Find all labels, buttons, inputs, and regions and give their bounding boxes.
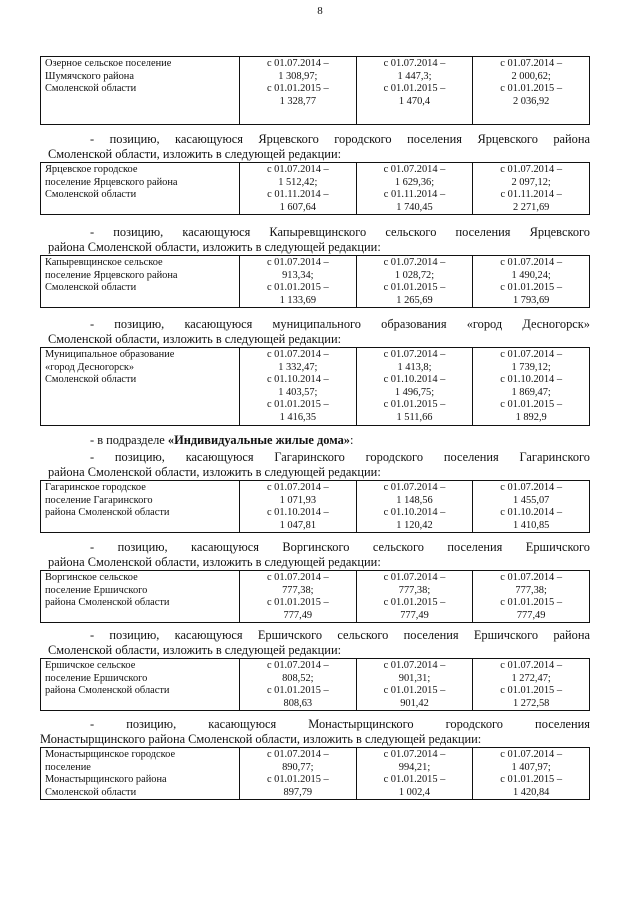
value-line: с 01.10.2014 –: [383, 374, 446, 386]
value-cell: [356, 256, 473, 308]
value-line: 1 629,36;: [394, 176, 435, 188]
value-line: 777,38;: [282, 584, 314, 596]
value-cell: [240, 348, 357, 426]
value-line: 1 511,66: [396, 411, 433, 423]
table-row: [41, 481, 590, 533]
instruction-paragraph: [40, 540, 590, 570]
value-line: 1 892,9: [515, 411, 547, 423]
value-line: 808,63: [283, 697, 313, 709]
section-desnogorsk: [40, 317, 590, 426]
settlement-name: [41, 57, 240, 125]
value-cell: [473, 481, 590, 533]
tariff-table: [40, 162, 590, 215]
instruction-paragraph: [40, 132, 590, 162]
value-line: с 01.07.2014 –: [383, 660, 446, 671]
value-cell: [240, 571, 357, 623]
value-line: с 01.07.2014 –: [383, 257, 446, 268]
paragraph-line: - позицию, касающуюся Гагаринского городского поселения Гагаринского: [90, 450, 590, 464]
name-line: Шумячского района: [45, 70, 134, 82]
tariff-table: [40, 570, 590, 623]
value-line: 1 512,42;: [278, 176, 318, 188]
settlement-name: [41, 481, 240, 533]
name-line: поселение Ершичского: [45, 672, 148, 684]
value-line: с 01.07.2014 –: [500, 572, 563, 583]
value-line: с 01.11.2014 –: [267, 189, 329, 201]
value-line: с 01.10.2014 –: [266, 507, 329, 519]
value-cell: [240, 256, 357, 308]
value-cell: [356, 571, 473, 623]
section-ershichi: [40, 628, 590, 711]
value-line: 1 739,12;: [511, 361, 551, 373]
value-line: с 01.07.2014 –: [266, 58, 329, 69]
value-line: 1 272,47;: [511, 672, 551, 684]
value-line: с 01.01.2015 –: [266, 597, 329, 609]
name-line: Смоленской области: [45, 189, 137, 201]
value-cell: [356, 659, 473, 711]
name-line: поселение Ершичского: [45, 584, 148, 596]
heading-suffix: :: [349, 433, 354, 447]
value-line: с 01.01.2015 –: [500, 399, 563, 411]
value-line: с 01.07.2014 –: [266, 257, 329, 268]
value-line: с 01.07.2014 –: [500, 257, 563, 268]
value-cell: [473, 348, 590, 426]
value-line: с 01.07.2014 –: [383, 749, 446, 760]
value-line: 1 403,57;: [278, 386, 318, 398]
settlement-name: [41, 659, 240, 711]
value-line: с 01.01.2015 –: [266, 399, 329, 411]
value-line: 1 148,56: [396, 494, 433, 506]
value-line: с 01.07.2014 –: [266, 660, 329, 671]
heading-bold: «Индивидуальные жилые дома»: [167, 433, 350, 447]
value-line: 1 071,93: [279, 494, 317, 506]
value-line: 1 265,69: [396, 294, 433, 306]
value-line: 1 740,45: [396, 201, 433, 213]
paragraph-line: Смоленской области, изложить в следующей редакции:: [48, 332, 342, 346]
value-cell: [240, 659, 357, 711]
section-ozernoe: [40, 56, 590, 125]
value-line: с 01.01.2015 –: [500, 685, 563, 697]
subsection-heading: [40, 433, 590, 448]
value-line: с 01.11.2014 –: [500, 189, 562, 201]
value-line: 2 271,69: [512, 201, 550, 213]
paragraph-line: - позицию, касающуюся Ярцевского городского поселения Ярцевского района: [90, 132, 590, 146]
paragraph-line: - позицию, касающуюся Ершичского сельского поселения Ершичского района: [90, 628, 590, 642]
name-line: Ершичское сельское: [45, 660, 136, 671]
table-row: [41, 256, 590, 308]
name-line: Муниципальное образование: [45, 349, 175, 360]
table-row: [41, 57, 590, 125]
paragraph-line: - позицию, касающуюся Монастырщинского городского поселения: [90, 717, 590, 731]
name-line: Гагаринское городское: [45, 482, 146, 493]
name-line: Смоленской области: [45, 83, 137, 95]
value-cell: [473, 748, 590, 800]
section-kapyrevshchina: [40, 225, 590, 308]
value-line: с 01.07.2014 –: [266, 349, 329, 360]
name-line: поселение Ярцевского района: [45, 269, 178, 281]
value-cell: [473, 256, 590, 308]
settlement-name: [41, 571, 240, 623]
value-cell: [356, 748, 473, 800]
table-row: [41, 748, 590, 800]
paragraph-line: Смоленской области, изложить в следующей редакции:: [48, 643, 342, 657]
value-line: с 01.07.2014 –: [500, 749, 563, 760]
paragraph-line: района Смоленской области, изложить в следующей редакции:: [48, 465, 381, 479]
section-yartsevo: [40, 132, 590, 215]
value-line: 1 328,77: [279, 95, 317, 107]
value-line: с 01.07.2014 –: [266, 749, 329, 760]
value-line: с 01.07.2014 –: [383, 58, 446, 69]
value-line: с 01.07.2014 –: [383, 164, 446, 175]
value-line: 1 002,4: [398, 786, 431, 798]
name-line: Воргинское сельское: [45, 572, 138, 583]
value-line: 1 869,47;: [511, 386, 551, 398]
value-line: 1 793,69: [512, 294, 550, 306]
value-cell: [356, 348, 473, 426]
value-line: 1 413,8;: [397, 361, 432, 373]
value-cell: [473, 571, 590, 623]
tariff-table: [40, 480, 590, 533]
table-row: [41, 571, 590, 623]
value-line: 777,49: [283, 609, 313, 621]
value-line: с 01.01.2015 –: [266, 685, 329, 697]
value-line: 1 490,24;: [511, 269, 551, 281]
name-line: поселение: [45, 761, 91, 773]
value-line: 890,77;: [282, 761, 314, 773]
name-line: Ярцевское городское: [45, 164, 138, 175]
value-line: 1 447,3;: [397, 70, 432, 82]
settlement-name: [41, 348, 240, 426]
value-line: с 01.10.2014 –: [266, 374, 329, 386]
paragraph-line: - позицию, касающуюся Воргинского сельского поселения Ершичского: [90, 540, 590, 554]
value-line: 1 308,97;: [278, 70, 318, 82]
value-line: 1 416,35: [279, 411, 317, 423]
value-line: 2 097,12;: [511, 176, 551, 188]
instruction-paragraph: [40, 717, 590, 747]
name-line: Смоленской области: [45, 282, 137, 294]
value-cell: [240, 163, 357, 215]
tariff-table: [40, 56, 590, 125]
name-line: района Смоленской области: [45, 597, 170, 609]
value-line: 1 272,58: [512, 697, 550, 709]
value-line: 1 047,81: [279, 519, 317, 531]
value-line: с 01.07.2014 –: [500, 164, 563, 175]
value-line: 1 028,72;: [394, 269, 435, 281]
value-line: 897,79: [283, 786, 313, 798]
value-line: 777,49: [400, 609, 429, 621]
value-line: с 01.01.2015 –: [266, 282, 329, 294]
name-line: поселение Гагаринского: [45, 494, 153, 506]
value-cell: [356, 163, 473, 215]
value-cell: [240, 748, 357, 800]
value-line: с 01.07.2014 –: [500, 482, 563, 493]
name-line: поселение Ярцевского района: [45, 176, 178, 188]
value-line: 777,49: [516, 609, 546, 621]
settlement-name: [41, 163, 240, 215]
value-line: с 01.01.2015 –: [266, 83, 329, 95]
value-cell: [240, 481, 357, 533]
heading-prefix: - в подразделе: [90, 433, 168, 447]
value-line: с 01.07.2014 –: [500, 58, 563, 69]
paragraph-line: района Смоленской области, изложить в следующей редакции:: [48, 240, 381, 254]
section-monastyrshchina: [40, 717, 590, 800]
value-line: с 01.01.2015 –: [500, 774, 563, 786]
name-line: Смоленской области: [45, 786, 137, 798]
value-cell: [473, 659, 590, 711]
value-line: с 01.07.2014 –: [500, 349, 563, 360]
name-line: района Смоленской области: [45, 507, 170, 519]
value-line: с 01.07.2014 –: [266, 482, 329, 493]
tariff-table: [40, 255, 590, 308]
value-line: 901,31;: [398, 672, 431, 684]
value-line: с 01.10.2014 –: [500, 507, 563, 519]
table-row: [41, 348, 590, 426]
table-row: [41, 659, 590, 711]
value-cell: [356, 57, 473, 125]
value-line: с 01.01.2015 –: [383, 83, 446, 95]
value-line: с 01.01.2015 –: [500, 597, 563, 609]
instruction-paragraph: [40, 450, 590, 480]
value-line: с 01.07.2014 –: [266, 164, 329, 175]
value-cell: [473, 57, 590, 125]
value-line: 2 036,92: [512, 95, 550, 107]
value-line: 808,52;: [282, 672, 314, 684]
section-gagarin: [40, 450, 590, 533]
value-line: 1 120,42: [396, 519, 433, 531]
value-cell: [240, 57, 357, 125]
instruction-paragraph: [40, 628, 590, 658]
value-line: 1 407,97;: [511, 761, 551, 773]
tariff-table: [40, 347, 590, 426]
value-cell: [356, 481, 473, 533]
value-line: с 01.07.2014 –: [383, 349, 446, 360]
instruction-paragraph: [40, 317, 590, 347]
settlement-name: [41, 256, 240, 308]
tariff-table: [40, 747, 590, 800]
value-line: 1 332,47;: [278, 361, 318, 373]
name-line: района Смоленской области: [45, 685, 170, 697]
name-line: Монастырщинского района: [45, 774, 167, 786]
paragraph-line: - позицию, касающуюся муниципального образования «город Десногорск»: [90, 317, 590, 331]
value-line: 1 455,07: [512, 494, 550, 506]
value-line: 994,21;: [398, 761, 431, 773]
tariff-table: [40, 658, 590, 711]
value-line: с 01.01.2015 –: [500, 282, 563, 294]
value-line: 777,38;: [398, 584, 431, 596]
value-line: 1 496,75;: [394, 386, 435, 398]
value-line: с 01.01.2015 –: [500, 83, 563, 95]
instruction-paragraph: [40, 225, 590, 255]
value-line: с 01.01.2015 –: [266, 774, 329, 786]
value-line: с 01.01.2015 –: [383, 282, 446, 294]
name-line: Озерное сельское поселение: [45, 58, 172, 69]
value-line: 1 607,64: [279, 201, 317, 213]
value-line: с 01.01.2015 –: [383, 685, 446, 697]
value-line: с 01.01.2015 –: [383, 774, 446, 786]
value-line: 777,38;: [515, 584, 547, 596]
name-line: Смоленской области: [45, 374, 137, 386]
value-cell: [473, 163, 590, 215]
page-number: 8: [317, 5, 323, 17]
value-line: с 01.01.2015 –: [383, 597, 446, 609]
name-line: Монастырщинское городское: [45, 749, 176, 760]
value-line: с 01.01.2015 –: [383, 399, 446, 411]
table-row: [41, 163, 590, 215]
value-line: с 01.07.2014 –: [500, 660, 563, 671]
value-line: 901,42: [400, 697, 429, 709]
value-line: с 01.07.2014 –: [266, 572, 329, 583]
value-line: с 01.07.2014 –: [383, 482, 446, 493]
value-line: 1 470,4: [398, 95, 431, 107]
name-line: Капыревщинское сельское: [45, 257, 163, 268]
paragraph-line: Монастырщинского района Смоленской области, изложить в следующей редакции:: [40, 732, 482, 746]
heading-line: [40, 433, 590, 448]
value-line: с 01.10.2014 –: [500, 374, 563, 386]
paragraph-line: Смоленской области, изложить в следующей редакции:: [48, 147, 342, 161]
value-line: 1 133,69: [279, 294, 317, 306]
name-line: «город Десногорск»: [45, 361, 135, 373]
value-line: 1 410,85: [512, 519, 550, 531]
value-line: 913,34;: [282, 269, 314, 281]
section-vorga: [40, 540, 590, 623]
paragraph-line: - позицию, касающуюся Капыревщинского сельского поселения Ярцевского: [90, 225, 590, 239]
settlement-name: [41, 748, 240, 800]
value-line: с 01.07.2014 –: [383, 572, 446, 583]
value-line: с 01.10.2014 –: [383, 507, 446, 519]
value-line: с 01.11.2014 –: [383, 189, 446, 201]
value-line: 1 420,84: [512, 786, 550, 798]
value-line: 2 000,62;: [511, 70, 551, 82]
paragraph-line: района Смоленской области, изложить в следующей редакции:: [48, 555, 381, 569]
